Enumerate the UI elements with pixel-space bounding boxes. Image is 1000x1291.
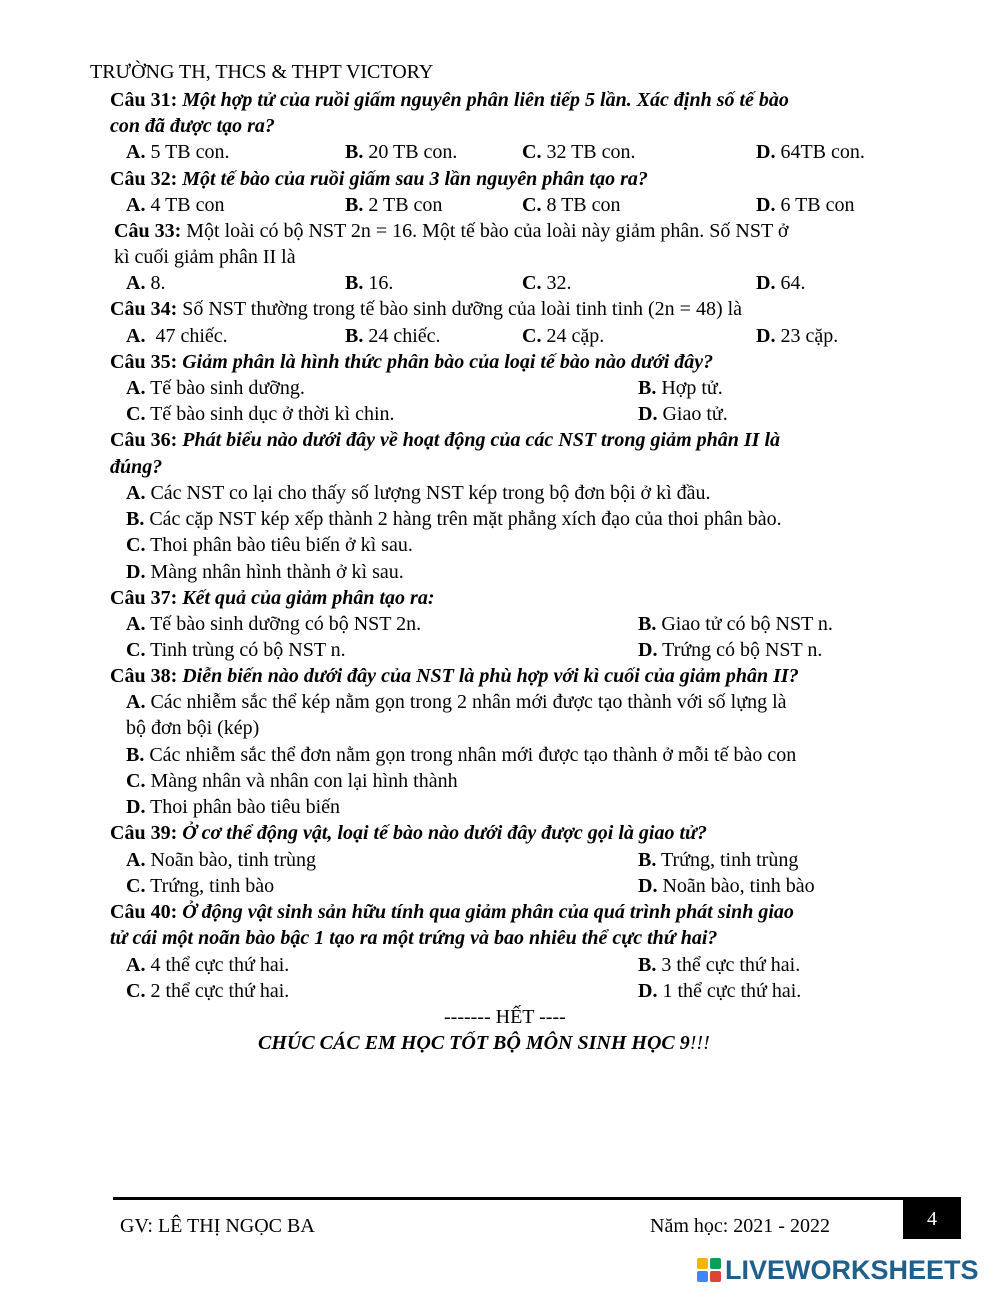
footer-divider — [113, 1197, 961, 1200]
question-39 — [110, 821, 707, 845]
question-text: Một hợp tử của ruồi giấm nguyên phân liên tiếp 5 lần. Xác định số tế bào — [182, 89, 789, 111]
question-label: Câu 32: — [110, 168, 178, 190]
question-37 — [110, 586, 435, 610]
school-year: Năm học: 2021 - 2022 — [650, 1215, 830, 1237]
question-text: Một loài có bộ NST 2n = 16. Một tế bào của loài này giảm phân. Số NST ở — [186, 220, 789, 242]
question-label: Câu 36: — [110, 429, 178, 451]
option-b: B. Trứng, tinh trùng — [638, 849, 799, 871]
option-b: B. 16. — [345, 272, 394, 294]
option-c: C. 32. — [522, 272, 572, 294]
question-label: Câu 35: — [110, 351, 178, 373]
option-a: A. 4 thể cực thứ hai. — [126, 954, 290, 976]
option-c: C. Thoi phân bào tiêu biến ở kì sau. — [126, 534, 413, 556]
question-35 — [110, 350, 713, 374]
page-number: 4 — [903, 1199, 961, 1239]
liveworksheets-logo[interactable] — [697, 1255, 979, 1285]
question-label: Câu 34: — [110, 298, 178, 320]
option-b: B. 24 chiếc. — [345, 325, 441, 347]
question-text: Kết quả của giảm phân tạo ra: — [182, 587, 435, 609]
option-c: C. 8 TB con — [522, 194, 621, 216]
option-c: C. Tế bào sinh dục ở thời kì chin. — [126, 403, 395, 425]
question-32 — [110, 167, 648, 191]
option-d: D. Trứng có bộ NST n. — [638, 639, 823, 661]
option-d: D. 64TB con. — [756, 141, 865, 163]
question-text: Giảm phân là hình thức phân bào của loại tế bào nào dưới đây? — [182, 351, 714, 373]
option-c: C. Màng nhân và nhân con lại hình thành — [126, 770, 458, 792]
option-d: D. Màng nhân hình thành ở kì sau. — [126, 561, 404, 583]
question-text: Phát biểu nào dưới đây về hoạt động của các NST trong giảm phân II là — [182, 429, 780, 451]
question-33 — [114, 219, 788, 243]
question-text: Diễn biến nào dưới đây của NST là phù hợp với kì cuối của giảm phân II? — [182, 665, 799, 687]
closing-wish: CHÚC CÁC EM HỌC TỐT BỘ MÔN SINH HỌC 9!!! — [258, 1032, 710, 1054]
option-c: C. Trứng, tinh bào — [126, 875, 275, 897]
option-b: B. Các cặp NST kép xếp thành 2 hàng trên mặt phẳng xích đạo của thoi phân bào. — [126, 508, 782, 530]
teacher-name: GV: LÊ THỊ NGỌC BA — [120, 1215, 315, 1237]
question-text: Ở động vật sinh sản hữu tính qua giảm phân của quá trình phát sinh giao — [182, 901, 794, 923]
question-label: Câu 37: — [110, 587, 178, 609]
option-d: D. Giao tử. — [638, 403, 728, 425]
option-c: C. 32 TB con. — [522, 141, 636, 163]
question-31 — [110, 88, 789, 112]
question-label: Câu 40: — [110, 901, 178, 923]
option-c: C. 24 cặp. — [522, 325, 605, 347]
question-label: Câu 39: — [110, 822, 178, 844]
option-a: A. 5 TB con. — [126, 141, 230, 163]
option-d: D. 64. — [756, 272, 806, 294]
option-a: A. 8. — [126, 272, 166, 294]
question-text-cont: kì cuối giảm phân II là — [114, 246, 296, 268]
option-a: A. Tế bào sinh dưỡng. — [126, 377, 305, 399]
question-text: Một tế bào của ruồi giấm sau 3 lần nguyên phân tạo ra? — [182, 168, 648, 190]
option-a: A. Các NST co lại cho thấy số lượng NST kép trong bộ đơn bội ở kì đầu. — [126, 482, 711, 504]
option-c: C. Tinh trùng có bộ NST n. — [126, 639, 346, 661]
liveworksheets-logo-text: LIVEWORKSHEETS — [725, 1254, 979, 1285]
question-40 — [110, 900, 794, 924]
option-b: B. 3 thể cực thứ hai. — [638, 954, 801, 976]
option-b: B. Các nhiễm sắc thể đơn nằm gọn trong nhân mới được tạo thành ở mỗi tế bào con — [126, 744, 797, 766]
option-a: A. 4 TB con — [126, 194, 225, 216]
option-a: A. 47 chiếc. — [126, 325, 228, 347]
question-36 — [110, 428, 780, 452]
option-b: B. Giao tử có bộ NST n. — [638, 613, 833, 635]
question-label: Câu 33: — [114, 220, 182, 242]
option-c: C. 2 thể cực thứ hai. — [126, 980, 290, 1002]
end-marker: ------- HẾT ---- — [444, 1006, 566, 1028]
option-d: D. Thoi phân bào tiêu biến — [126, 796, 341, 818]
question-text-cont: đúng? — [110, 456, 163, 478]
option-a: A. Noãn bào, tinh trùng — [126, 849, 316, 871]
option-b: B. 20 TB con. — [345, 141, 458, 163]
option-d: D. 1 thể cực thứ hai. — [638, 980, 802, 1002]
option-d: D. Noãn bào, tinh bào — [638, 875, 815, 897]
question-34 — [110, 297, 742, 321]
question-text-cont: tử cái một noãn bào bậc 1 tạo ra một trứng và bao nhiêu thể cực thứ hai? — [110, 927, 718, 949]
question-text: Số NST thường trong tế bào sinh dưỡng của loài tinh tinh (2n = 48) là — [182, 298, 743, 320]
option-b: B. 2 TB con — [345, 194, 443, 216]
question-text: Ở cơ thể động vật, loại tế bào nào dưới đây được gọi là giao tử? — [182, 822, 708, 844]
liveworksheets-logo-icon — [697, 1258, 721, 1282]
question-label: Câu 31: — [110, 89, 178, 111]
option-a-cont: bộ đơn bội (kép) — [126, 717, 260, 739]
option-a: A. Tế bào sinh dưỡng có bộ NST 2n. — [126, 613, 422, 635]
question-label: Câu 38: — [110, 665, 178, 687]
option-b: B. Hợp tử. — [638, 377, 723, 399]
option-a: A. Các nhiễm sắc thể kép nằm gọn trong 2 nhân mới được tạo thành với số lựng là — [126, 691, 787, 713]
school-header: TRƯỜNG TH, THCS & THPT VICTORY — [90, 61, 434, 83]
question-text-cont: con đã được tạo ra? — [110, 115, 275, 137]
option-d: D. 23 cặp. — [756, 325, 839, 347]
option-d: D. 6 TB con — [756, 194, 855, 216]
question-38 — [110, 664, 799, 688]
